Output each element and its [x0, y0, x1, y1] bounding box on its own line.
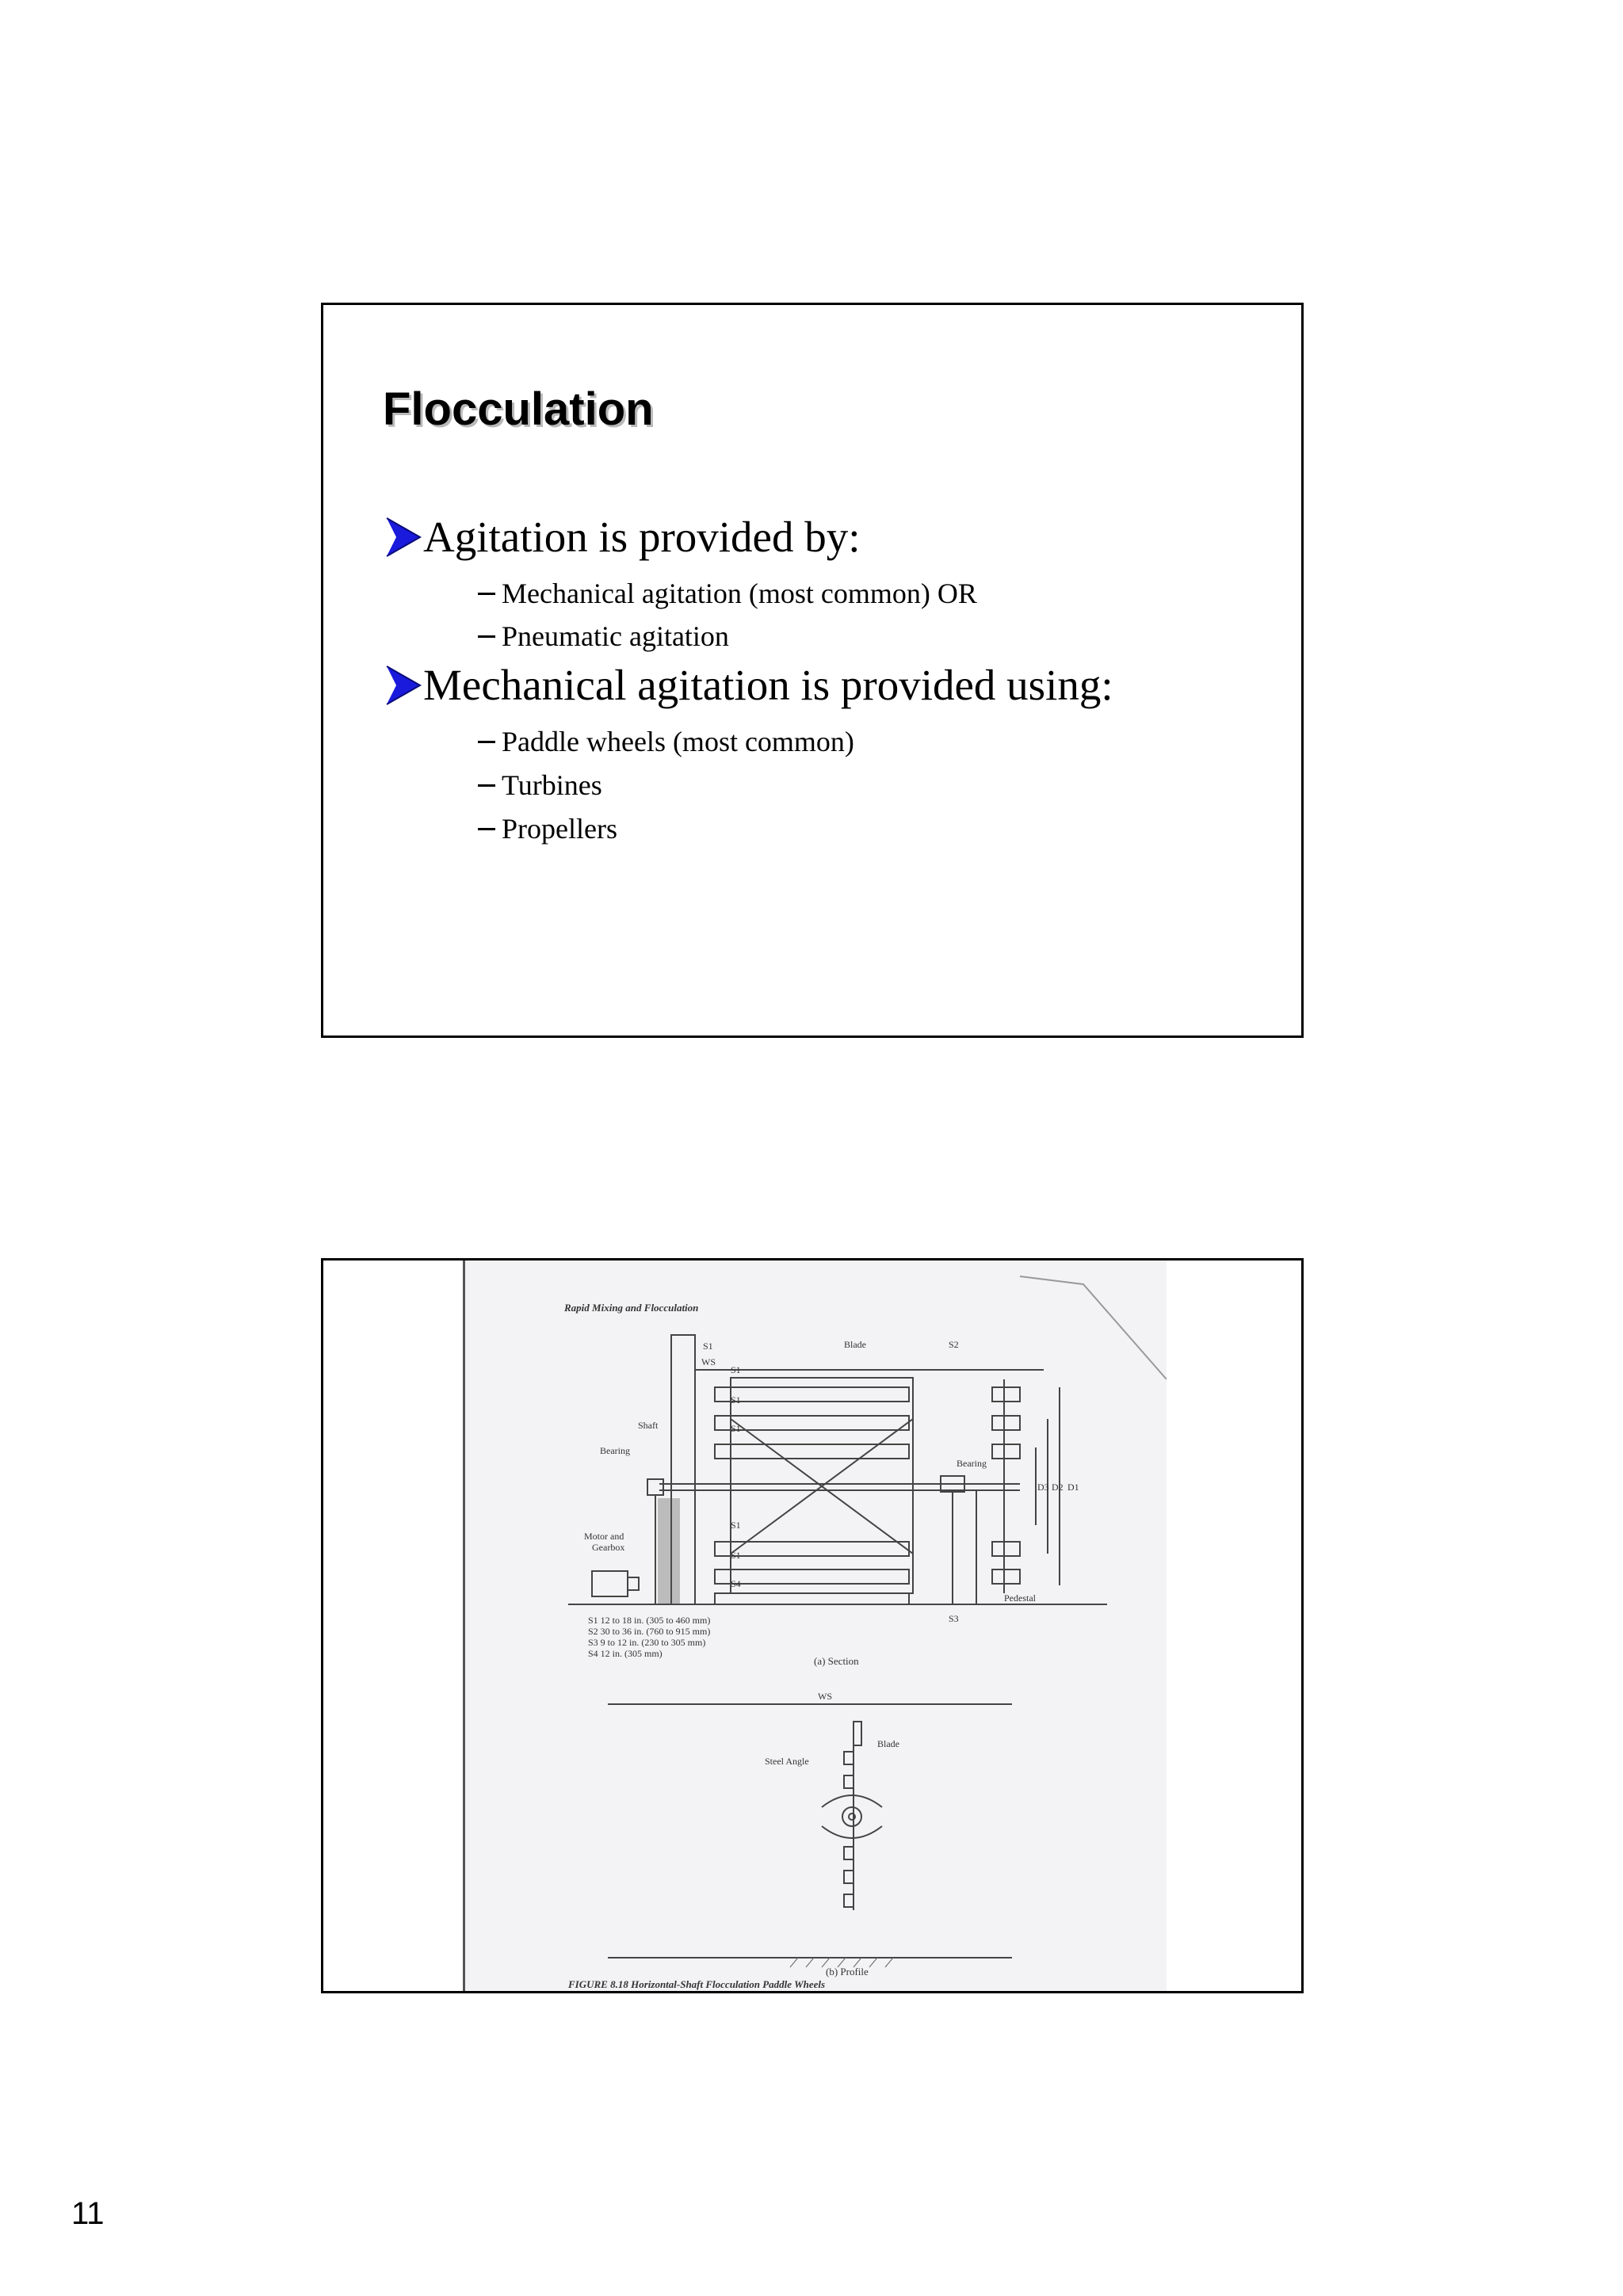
label-blade: Blade [844, 1339, 866, 1350]
label-bearing-left: Bearing [600, 1445, 630, 1456]
subitem-text: Propellers [502, 813, 617, 845]
subitem [478, 814, 617, 843]
subitem [478, 727, 854, 756]
label-steel-angle: Steel Angle [765, 1756, 809, 1767]
subitem-text: Mechanical agitation (most common) OR [502, 578, 977, 609]
paddle-wheel-diagram [465, 1261, 1167, 1991]
figure-caption: FIGURE 8.18 Horizontal-Shaft Flocculation Paddle Wheels [568, 1978, 826, 1990]
bullet-text: Agitation is provided by: [423, 513, 861, 561]
label-s2: S2 [949, 1339, 959, 1350]
slide-title: Flocculation [383, 383, 654, 435]
subitem [478, 579, 977, 608]
label-s1-gap: S1 [731, 1520, 741, 1531]
label-s1: S1 [703, 1341, 713, 1352]
label-motor: Motor and [584, 1531, 624, 1542]
dash-icon [478, 828, 495, 830]
page-number: 11 [71, 2196, 105, 2231]
dash-icon [478, 593, 495, 595]
subitem-text: Paddle wheels (most common) [502, 726, 854, 757]
label-s3: S3 [949, 1613, 959, 1624]
label-s1-blade: S1 [731, 1364, 741, 1375]
bullet-mechanical [385, 663, 1113, 707]
label-s1-gap: S1 [731, 1423, 741, 1434]
profile-caption: (b) Profile [826, 1966, 869, 1978]
arrow-bullet-icon [385, 665, 422, 706]
dash-icon [478, 741, 495, 743]
spacing-note: S4 12 in. (305 mm) [588, 1648, 663, 1659]
label-ws-profile: WS [818, 1691, 832, 1702]
subitem-text: Pneumatic agitation [502, 620, 729, 652]
label-d1: D1 [1067, 1482, 1079, 1493]
paddle-wheel-figure [463, 1261, 1167, 1991]
label-bearing-right: Bearing [957, 1458, 987, 1469]
dash-icon [478, 784, 495, 787]
label-gearbox: Gearbox [592, 1542, 625, 1553]
section-caption: (a) Section [814, 1655, 859, 1667]
arrow-bullet-icon [385, 517, 422, 558]
spacing-note: S3 9 to 12 in. (230 to 305 mm) [588, 1637, 706, 1648]
label-ws: WS [701, 1356, 716, 1367]
bullet-text: Mechanical agitation is provided using: [423, 661, 1113, 709]
label-s4: S4 [731, 1578, 741, 1589]
spacing-note: S1 12 to 18 in. (305 to 460 mm) [588, 1615, 711, 1626]
spacing-note: S2 30 to 36 in. (760 to 915 mm) [588, 1626, 711, 1637]
label-s1-gap: S1 [731, 1394, 741, 1405]
label-blade-profile: Blade [877, 1738, 899, 1749]
dash-icon [478, 635, 495, 638]
slide-flocculation [321, 303, 1304, 1038]
label-d2: D2 [1052, 1482, 1064, 1493]
subitem [478, 622, 729, 650]
subitem-text: Turbines [502, 769, 602, 801]
bullet-agitation [385, 515, 860, 559]
label-s1-gap: S1 [731, 1550, 741, 1561]
label-shaft: Shaft [638, 1420, 659, 1431]
label-d3: D3 [1037, 1482, 1049, 1493]
figure-header: Rapid Mixing and Flocculation [564, 1302, 699, 1314]
label-pedestal: Pedestal [1004, 1592, 1036, 1604]
subitem [478, 771, 602, 799]
slide-figure [321, 1258, 1304, 1993]
